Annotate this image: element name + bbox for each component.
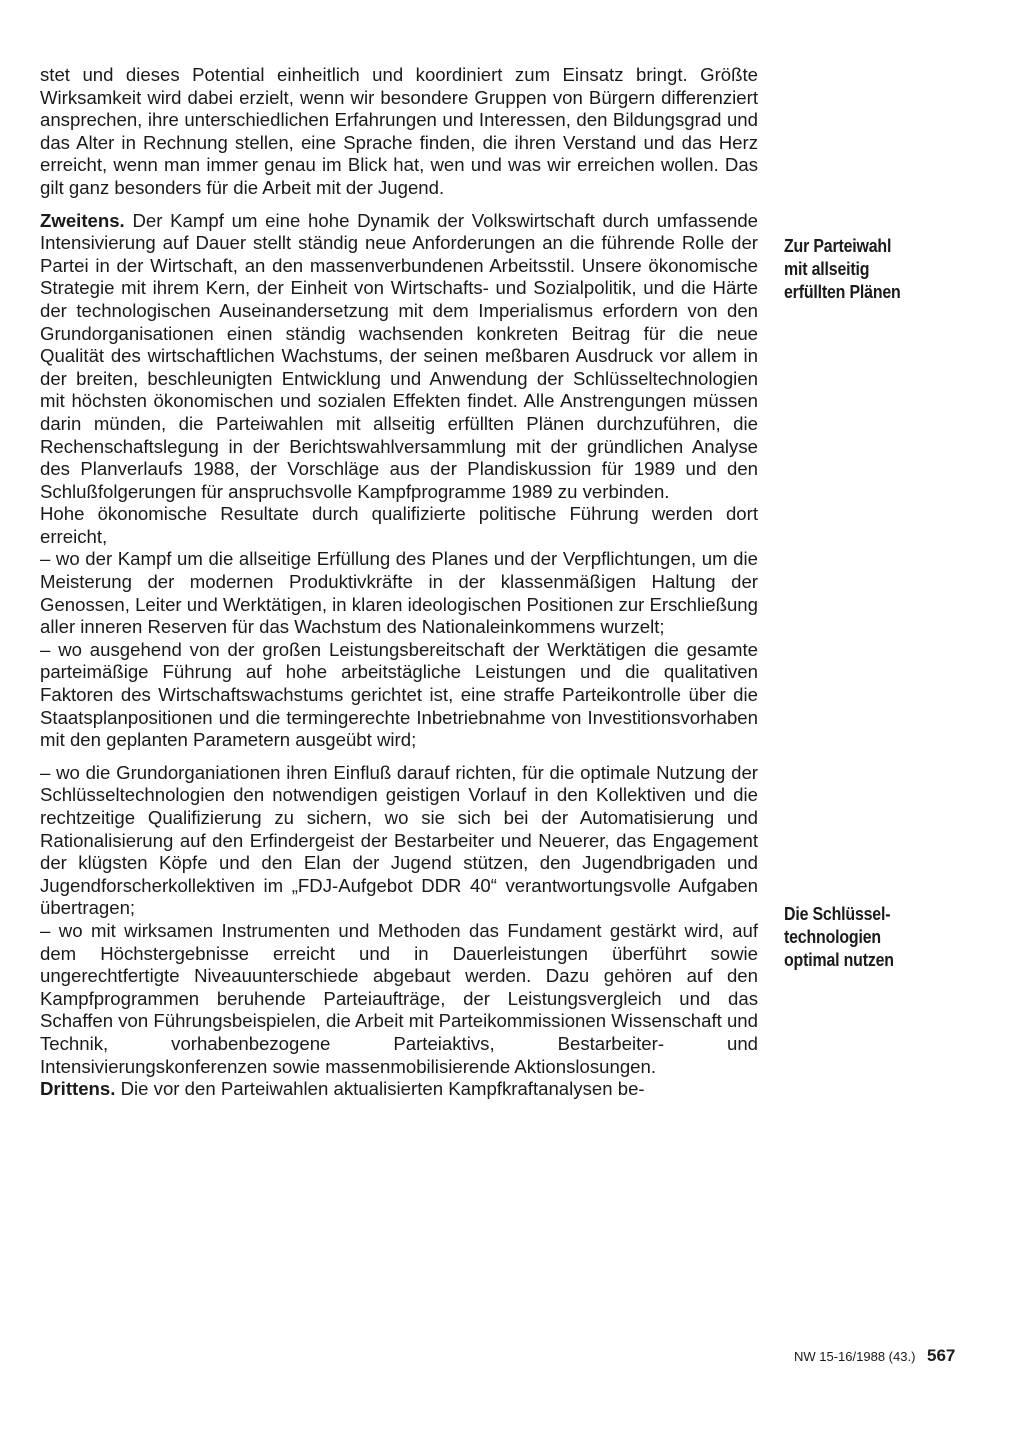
margin-note-line: Die Schlüssel- [784,903,891,924]
list-item-instruments: – wo mit wirksamen Instrumenten und Methoden das Fundament gestärkt wird, auf dem Höchstergebnisse erreicht und in Dauerleistungen überführt sowie ungerechtfertigte Niveauunterschiede abgebaut werden. Dazu gehören auf den Kampfprogrammen beruhende Parteiaufträge, der Leistungsvergleich und das Schaffen von Führungsbeispielen, die Arbeit mit Parteikommissionen Wissenschaft und Technik, vorhabenbezogene Parteiaktivs, Bestarbeiter- und Intensivierungskonferenzen sowie massenmobilisierende Aktionslosungen. [40,919,758,1077]
list-item-party-leadership: – wo ausgehend von der großen Leistungsbereitschaft der Werktätigen die gesamte parteimäßige Führung auf hohe arbeitstägliche Leistungen und die qualitativen Faktoren des Wirtschaftswachstums gerichtet ist, eine straffe Parteikontrolle über die Staatsplanpositionen und die termingerechte Inbetriebnahme von Investitionsvorhaben mit den geplanten Parametern ausgeübt wird; [40,638,758,751]
margin-note-line: optimal nutzen [784,949,894,970]
paragraph-drittens-body: Die vor den Parteiwahlen aktualisierten Kampfkraftanalysen be- [120,1078,645,1100]
lead-drittens: Drittens. [40,1078,116,1100]
main-text-column [40,64,758,1101]
margin-note-parteiwahl [784,234,956,303]
paragraph-zweitens [40,210,758,504]
list-item-plan-fulfilment: – wo der Kampf um die allseitige Erfüllung des Planes und der Verpflichtungen, um die Meisterung der modernen Produktivkräfte in der klassenmäßigen Haltung der Genossen, Leiter und Werktätigen, in klaren ideologischen Positionen zur Erschließung aller inneren Reserven für das Wachstum des Nationaleinkommens wurzelt; [40,548,758,638]
margin-note-line: technologien [784,926,881,947]
margin-note-line: Zur Parteiwahl [784,235,892,256]
margin-note-schluesseltechnologien [784,902,956,971]
margin-note-line: erfüllten Plänen [784,281,901,302]
lead-zweitens: Zweitens. [40,209,125,231]
paragraph-results-intro: Hohe ökonomische Resultate durch qualifizierte politische Führung werden dort erreicht, [40,503,758,547]
margin-note-line: mit allseitig [784,258,870,279]
paragraph-continuation: stet und dieses Potential einheitlich und koordiniert zum Einsatz bringt. Größte Wirksamkeit wird dabei erzielt, wenn wir besondere Gruppen von Bürgern differenziert ansprechen, ihre unterschiedlichen Erfahrungen und Interessen, den Bildungsgrad und das Alter in Rechnung stellen, eine Sprache finden, die ihren Verstand und das Herz erreicht, wenn man immer genau im Blick hat, wen und was wir erreichen wollen. Das gilt ganz besonders für die Arbeit mit der Jugend. [40,64,758,198]
paragraph-zweitens-body: Der Kampf um eine hohe Dynamik der Volkswirtschaft durch umfassende Intensivierung auf Dauer stellt ständig neue Anforderungen an die führende Rolle der Partei in der Wirtschaft, an den massenverbundenen Arbeitsstil. Unsere ökonomische Strategie mit ihrem Kern, der Einheit von Wirtschafts- und Sozialpolitik, und die Härte der technologischen Auseinandersetzung mit dem Imperialismus erfordern von den Grundorganisationen einen ständig wachsenden konkreten Beitrag für die neue Qualität des wirtschaftlichen Wachstums, der seinen meßbaren Ausdruck vor allem in der breiten, beschleunigten Entwicklung und Anwendung der Schlüsseltechnologien mit höchsten ökonomischen und sozialen Effekten findet. Alle Anstrengungen müssen darin münden, die Parteiwahlen mit allseitig erfüllten Plänen durchzuführen, die Rechenschaftslegung in der Berichtswahlversammlung mit der gründlichen Analyse des Planverlaufs 1988, der Vorschläge aus der Plandiskussion für 1989 und den Schlußfolgerungen für anspruchsvolle Kampfprogramme 1989 zu verbinden. [40,209,758,502]
list-item-key-technologies: – wo die Grundorganiationen ihren Einfluß darauf richten, für die optimale Nutzung der Schlüsseltechnologien den notwendigen geistigen Vorlauf in den Kollektiven und die rechtzeitige Qualifizierung zu sichern, wo sie sich bei der Automatisierung und Rationalisierung auf den Erfindergeist der Bestarbeiter und Neuerer, das Engagement der klügsten Köpfe und den Elan der Jugend stützen, den Jugendbrigaden und Jugendforscherkollektiven im „FDJ-Aufgebot DDR 40“ verantwortungsvolle Aufgaben übertragen; [40,761,758,919]
paragraph-drittens [40,1078,758,1101]
page-number: 567 [927,1346,956,1365]
issue-reference: NW 15-16/1988 (43.) [794,1349,916,1364]
